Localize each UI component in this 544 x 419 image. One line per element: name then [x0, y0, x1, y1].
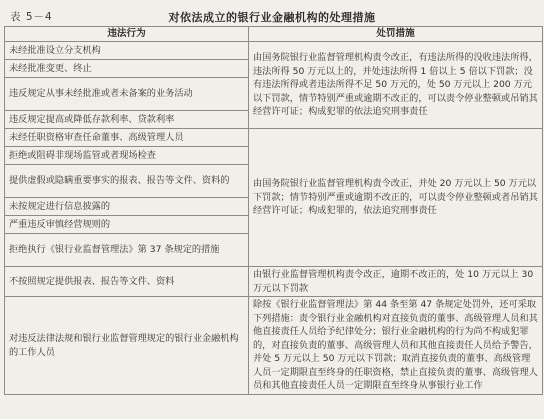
penalty-cell: 由国务院银行业监督管理机构责令改正，并处 20 万元以上 50 万元以下罚款；情节特别严重或逾期不改正的，可以责令停业整顿或者吊销其经营许可证；构成犯罪的，依法追究刑事责任 — [249, 129, 543, 267]
table-caption — [4, 6, 540, 28]
violation-cell: 违反规定从事未经批准或者未备案的业务活动 — [5, 78, 249, 111]
table-row — [5, 129, 543, 147]
violation-cell: 对违反法律法规和银行业监督管理规定的银行业金融机构的工作人员 — [5, 297, 249, 395]
table-number: 表 5－4 — [10, 11, 53, 23]
violation-cell: 提供虚假或隐瞒重要事实的报表、报告等文件、资料的 — [5, 165, 249, 198]
table-row — [5, 267, 543, 297]
violation-cell: 不按照规定提供报表、报告等文件、资料 — [5, 267, 249, 297]
table-row — [5, 42, 543, 60]
penalty-cell: 由国务院银行业监督管理机构责令改正，有违法所得的没收违法所得，违法所得 50 万元以上的，并处违法所得 1 倍以上 5 倍以下罚款；没有违法所得或者违法所得不足 50 万元的，处 50 万元以上 200 万元以下罚款，情节特别严重或逾期不改正的，可以责令停业整顿或吊销其经营许可证；构成犯罪的依法追究刑事责任 — [249, 42, 543, 129]
penalty-table — [4, 26, 543, 395]
violation-cell: 未经任职资格审查任命董事、高级管理人员 — [5, 129, 249, 147]
violation-cell: 拒绝执行《银行业监督管理法》第 37 条规定的措施 — [5, 234, 249, 267]
violation-cell: 严重违反审慎经营规则的 — [5, 216, 249, 234]
violation-cell: 违反规定提高或降低存款利率、贷款利率 — [5, 111, 249, 129]
table-row — [5, 297, 543, 395]
penalty-cell: 除按《银行业监督管理法》第 44 条至第 47 条规定处罚外，还可采取下列措施：责令银行业金融机构对直接负责的董事、高级管理人员和其他直接责任人员给予纪律处分；银行业金融机构的行为尚不构成犯罪的，对直接负责的董事、高级管理人员和其他直接责任人员给予警告，并处 5 万元以上 50 万元以下罚款；取消直接负责的董事、高级管理人员一定期限直至终身的任职资格，禁止直接负责的董事、高级管理人员和其他直接责任人员一定期限直至终身从事银行业工作 — [249, 297, 543, 395]
column-header-penalty: 处罚措施 — [249, 27, 543, 42]
violation-cell: 未经批准变更、终止 — [5, 60, 249, 78]
table-title: 对依法成立的银行业金融机构的处理措施 — [168, 11, 376, 24]
penalty-cell: 由银行业监督管理机构责令改正，逾期不改正的，处 10 万元以上 30 万元以下罚款 — [249, 267, 543, 297]
table-header-row — [5, 27, 543, 42]
column-header-violation: 违法行为 — [5, 27, 249, 42]
violation-cell: 未按规定进行信息披露的 — [5, 198, 249, 216]
violation-cell: 拒绝或阻碍非现场监管或者现场检查 — [5, 147, 249, 165]
violation-cell: 未经批准设立分支机构 — [5, 42, 249, 60]
